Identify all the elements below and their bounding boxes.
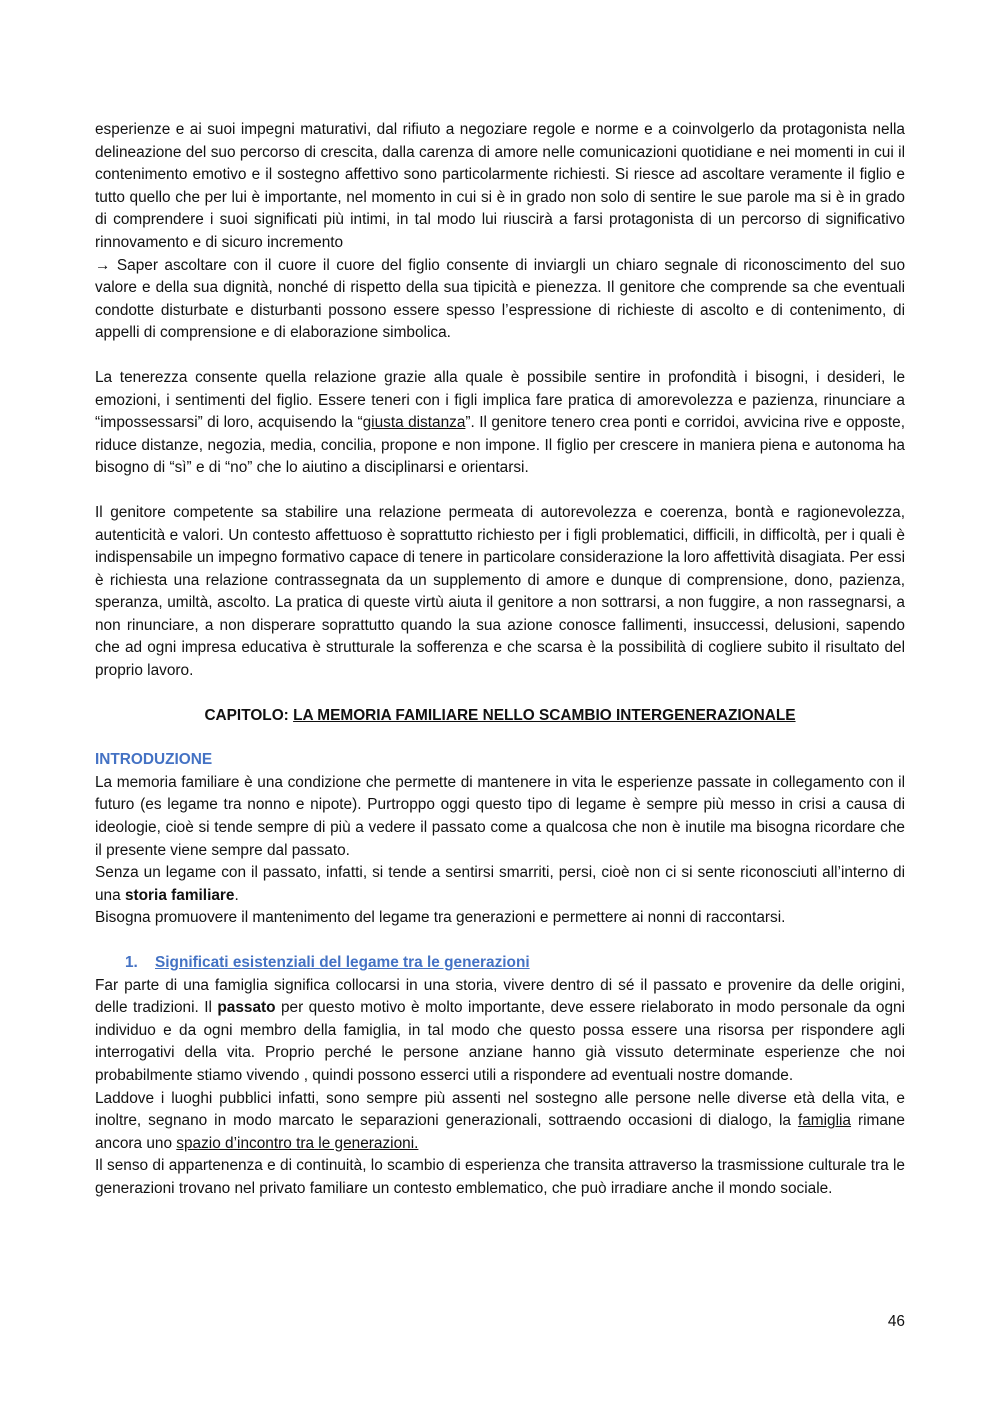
section-1-paragraph-2	[95, 1088, 905, 1156]
introduction-paragraph-1: La memoria familiare è una condizione che permette di mantenere in vita le esperienze passate in collegamento con il futuro (es legame tra nonno e nipote). Purtroppo oggi questo tipo di legame è sempre più messo in crisi a causa di ideologie, cioè si tende sempre di più a vedere il passato come a qualcosa che non è inutile ma bisogna ricordare che il presente viene sempre dal passato.	[95, 773, 905, 859]
paragraph-tenderness-text-1: La tenerezza consente quella relazione grazie alla quale è possibile sentire in profondità i bisogni, i desideri, le emozioni, i sentimenti del figlio. Essere teneri con i figli implica fare pratica di amorevolezza e pazienza, rinunciare a “impossessarsi” di loro, acquisendo la “	[95, 368, 905, 432]
paragraph-tenderness	[95, 367, 905, 480]
section-1-heading	[95, 952, 905, 975]
introduction-paragraph-2-text-1: Senza un legame con il passato, infatti, si tende a sentirsi smarriti, persi, cioè non ci si sente riconosciuti all’interno di una	[95, 864, 905, 904]
introduction-paragraph-3: Bisogna promuovere il mantenimento del legame tra generazioni e permettere ai nonni di raccontarsi.	[95, 909, 786, 927]
paragraph-listening-text-2: Saper ascoltare con il cuore il cuore del figlio consente di inviargli un chiaro segnale di riconoscimento del suo valore e della sua dignità, nonché di rispetto della sua tipicità e pienezza. Il genitore che comprende sa che eventuali condotte disturbate e disturbanti possono essere spesso l’espressione di richieste di ascolto e di contenimento, di appelli di comprensione e di elaborazione simbolica.	[95, 256, 906, 342]
section-1-paragraph-1-text-1: Far parte di una famiglia significa collocarsi in una storia, vivere dentro di sé il passato e provenire da delle origini, delle tradizioni. Il	[95, 976, 905, 1017]
chapter-heading	[95, 705, 905, 728]
introduction-heading: INTRODUZIONE	[95, 751, 213, 769]
introduction-paragraph-2	[95, 862, 905, 907]
section-1-number: 1.	[125, 954, 138, 971]
paragraph-tenderness-text-2: ”. Il genitore tenero crea ponti e corridoi, avvicina rive e opposte, riduce distanze, negozia, media, concilia, propone e non impone. Il figlio per crescere in maniera piena e autonoma ha bisogno di “sì” e di “no” che lo aiutino a disciplinarsi e orientarsi.	[95, 414, 905, 477]
section-1-paragraph-2-text-1: Laddove i luoghi pubblici infatti, sono sempre più assenti nel sostegno alle persone nelle diverse età della vita, e inoltre, segnano in modo marcato le separazioni generazionali, sottraendo occasioni di dialogo, la	[95, 1089, 905, 1130]
paragraph-competent-parent: Il genitore competente sa stabilire una relazione permeata di autorevolezza e coerenza, bontà e ragionevolezza, autenticità e valori. Un contesto affettuoso è soprattutto richiesto per i figli problematici, difficili, in difficoltà, per i quali è indispensabile un impegno formativo capace di tenere in particolare considerazione la loro affettività disagiata. Per essi è richiesta una relazione contrassegnata da un supplemento di amore e dunque di comprensione, dono, pazienza, speranza, umiltà, ascolto. La pratica di queste virtù aiuta il genitore a non sottrarsi, a non fuggire, a non rassegnarsi, a non rinunciare, a non disperare soprattutto quando la sua azione conosce fallimenti, insuccessi, delusioni, sapendo che ad ogni impresa educativa è strutturale la sofferenza e che scarsa è la possibilità di cogliere subito il risultato del proprio lavoro.	[95, 503, 905, 680]
section-1-paragraph-3: Il senso di appartenenza e di continuità, lo scambio di esperienza che transita attraverso la trasmissione culturale tra le generazioni trovano nel privato familiare un contesto emblematico, che può irradiare anche il mondo sociale.	[95, 1157, 905, 1197]
underlined-phrase-giusta-distanza: giusta distanza	[362, 414, 466, 432]
introduction-paragraph-2-text-2: .	[234, 886, 239, 904]
page-number: 46	[887, 1313, 905, 1330]
arrow-icon: →	[95, 256, 111, 274]
bold-term-passato: passato	[217, 999, 276, 1017]
underlined-term-famiglia: famiglia	[797, 1112, 851, 1130]
paragraph-listening-text-1: esperienze e ai suoi impegni maturativi, dal rifiuto a negoziare regole e norme e a coinvolgerlo da protagonista nella delineazione del suo percorso di crescita, dalla carenza di amore nelle comunicazioni quotidiane e nei momenti in cui il contenimento emotivo e il sostegno affettivo sono particolarmente richiesti. Si riesce ad ascoltare veramente il figlio e tutto quello che per lui è importante, nel momento in cui si è in grado non solo di sentire le sue parole ma si è in grado di comprendere i suoi significati più intimi, in tal modo lui riuscirà a farsi protagonista di un percorso di significativo rinnovamento e di sicuro incremento	[95, 121, 905, 251]
section-1-title: Significati esistenziali del legame tra le generazioni	[155, 954, 530, 971]
bold-term-storia-familiare: storia familiare	[124, 886, 235, 904]
section-1-paragraph-2-text-2: rimane ancora uno	[95, 1112, 905, 1152]
underlined-phrase-spazio-incontro: spazio d’incontro tra le generazioni.	[176, 1134, 419, 1152]
paragraph-listening	[95, 119, 905, 345]
section-1-paragraph-1	[95, 975, 905, 1088]
chapter-title: LA MEMORIA FAMILIARE NELLO SCAMBIO INTERGENERAZIONALE	[293, 706, 796, 724]
section-1-paragraph-1-text-2: per questo motivo è molto importante, deve essere rielaborato in modo personale da ogni individuo e da ogni membro della famiglia, in tal modo che questo possa essere una risorsa per rispondere agli interrogativi della vita. Proprio perché le persone anziane hanno già vissuto determinate esperienze che noi probabilmente stiamo vivendo , quindi possono esserci utili a rispondere ad eventuali nostre domande.	[95, 999, 905, 1084]
chapter-prefix: CAPITOLO:	[204, 706, 294, 724]
